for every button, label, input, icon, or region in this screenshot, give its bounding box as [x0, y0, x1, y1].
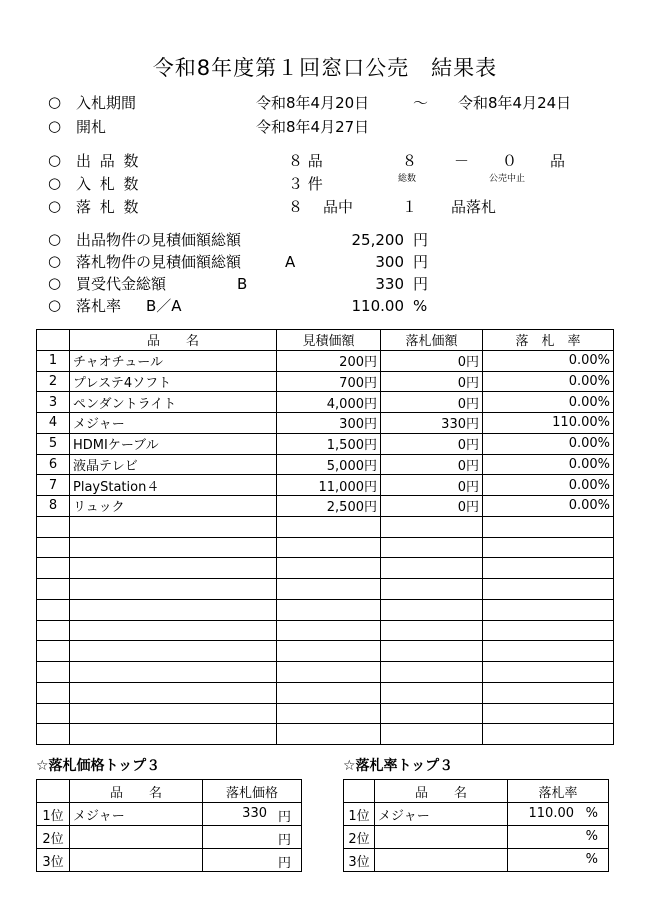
- empty-table-row: [37, 724, 614, 745]
- empty-cell: [37, 703, 70, 724]
- empty-cell: [70, 724, 277, 745]
- sold-count: １: [402, 198, 418, 216]
- item-name: [70, 849, 203, 872]
- empty-cell: [381, 724, 483, 745]
- circle-bullet-icon: ○: [48, 197, 62, 215]
- empty-cell: [483, 641, 614, 662]
- empty-cell: [483, 682, 614, 703]
- empty-cell: [70, 516, 277, 537]
- empty-cell: [277, 641, 381, 662]
- estimated-price: 300円: [277, 413, 381, 434]
- table-row: [37, 849, 302, 872]
- estimated-price: 1,500円: [277, 433, 381, 454]
- circle-bullet-icon: ○: [48, 230, 62, 248]
- empty-cell: [381, 579, 483, 600]
- row-number: 5: [37, 433, 70, 454]
- items-label: 出 品 数: [76, 152, 141, 170]
- winning-bid: 330円: [381, 413, 483, 434]
- empty-cell: [70, 579, 277, 600]
- table-row: [37, 496, 614, 517]
- winning-bid: 0円: [381, 433, 483, 454]
- empty-table-row: [37, 703, 614, 724]
- sold-mid: 品中: [323, 198, 354, 216]
- circle-bullet-icon: ○: [48, 93, 62, 111]
- header-rate: 落札率: [508, 780, 609, 803]
- header-bid: 落札価額: [381, 330, 483, 351]
- empty-cell: [381, 703, 483, 724]
- item-name: リュック: [70, 496, 277, 517]
- empty-cell: [37, 724, 70, 745]
- empty-table-row: [37, 599, 614, 620]
- empty-table-row: [37, 579, 614, 600]
- row-number: 1: [37, 350, 70, 371]
- empty-table-row: [37, 641, 614, 662]
- sold-est-value: 300: [375, 253, 404, 271]
- estimated-price: 5,000円: [277, 454, 381, 475]
- item-name: ペンダントライト: [70, 392, 277, 413]
- row-number: 8: [37, 496, 70, 517]
- estimated-price: 700円: [277, 371, 381, 392]
- item-name: メジャー: [70, 803, 203, 826]
- value-cell: [508, 826, 609, 849]
- empty-cell: [37, 682, 70, 703]
- table-row: [344, 803, 609, 826]
- row-number: 4: [37, 413, 70, 434]
- empty-table-row: [37, 558, 614, 579]
- est-total-label: 出品物件の見積価額総額: [76, 231, 242, 249]
- empty-cell: [37, 537, 70, 558]
- empty-cell: [381, 599, 483, 620]
- value-unit: 円: [277, 810, 291, 825]
- items-dash: －: [454, 152, 470, 170]
- table-row: [37, 371, 614, 392]
- bids-label: 入 札 数: [76, 175, 141, 193]
- empty-cell: [483, 537, 614, 558]
- rank-label: 3位: [344, 849, 375, 872]
- value-cell: [203, 826, 302, 849]
- sold-label: 落 札 数: [76, 198, 141, 216]
- table-row: [37, 433, 614, 454]
- value-number: 330: [242, 806, 267, 821]
- estimated-price: 4,000円: [277, 392, 381, 413]
- purchase-label: 買受代金総額: [76, 275, 167, 293]
- top-price-table: [36, 779, 302, 872]
- empty-cell: [483, 724, 614, 745]
- empty-cell: [381, 662, 483, 683]
- empty-table-row: [37, 662, 614, 683]
- purchase-value: 330: [375, 275, 404, 293]
- table-row: [37, 413, 614, 434]
- table-row: [37, 475, 614, 496]
- empty-cell: [37, 599, 70, 620]
- item-name: 液晶テレビ: [70, 454, 277, 475]
- empty-cell: [381, 516, 483, 537]
- empty-cell: [483, 516, 614, 537]
- sold-total: ８: [288, 198, 304, 216]
- table-row: [344, 849, 609, 872]
- results-table: [36, 329, 614, 745]
- empty-cell: [381, 620, 483, 641]
- empty-cell: [277, 703, 381, 724]
- items-cancelled: ０: [502, 152, 518, 170]
- opening-date: 令和8年4月27日: [256, 118, 370, 136]
- purchase-letter: B: [237, 275, 248, 293]
- sold-est-unit: 円: [413, 253, 429, 271]
- est-total-value: 25,200: [351, 231, 404, 249]
- item-name: [375, 826, 508, 849]
- sold-unit: 品落札: [451, 198, 497, 216]
- bids-count: ３ 件: [288, 175, 323, 193]
- rate-label: 落札率: [76, 297, 122, 315]
- empty-cell: [483, 579, 614, 600]
- empty-cell: [277, 620, 381, 641]
- bid-period-start: 令和8年4月20日: [256, 94, 370, 112]
- bid-rate: 0.00%: [483, 350, 614, 371]
- purchase-unit: 円: [413, 275, 429, 293]
- empty-cell: [277, 724, 381, 745]
- table-row: [37, 454, 614, 475]
- items-total: ８: [402, 152, 418, 170]
- empty-cell: [277, 599, 381, 620]
- empty-table-row: [37, 620, 614, 641]
- value-number: 110.00: [528, 806, 574, 821]
- empty-cell: [70, 620, 277, 641]
- winning-bid: 0円: [381, 496, 483, 517]
- top-rate-title: ☆落札率トップ３: [343, 758, 454, 774]
- header-price: 落札価格: [203, 780, 302, 803]
- empty-cell: [277, 662, 381, 683]
- item-name: [70, 826, 203, 849]
- value-unit: 円: [277, 833, 291, 848]
- empty-cell: [37, 579, 70, 600]
- value-cell: [508, 849, 609, 872]
- rank-label: 2位: [344, 826, 375, 849]
- bid-rate: 0.00%: [483, 433, 614, 454]
- empty-cell: [483, 620, 614, 641]
- empty-table-row: [37, 537, 614, 558]
- value-unit: %: [585, 829, 598, 844]
- items-unit: 品: [550, 152, 566, 170]
- empty-cell: [277, 558, 381, 579]
- bid-rate: 110.00%: [483, 413, 614, 434]
- empty-cell: [70, 703, 277, 724]
- winning-bid: 0円: [381, 475, 483, 496]
- row-number: 7: [37, 475, 70, 496]
- winning-bid: 0円: [381, 392, 483, 413]
- empty-cell: [277, 579, 381, 600]
- item-name: [375, 849, 508, 872]
- empty-cell: [70, 537, 277, 558]
- empty-cell: [37, 558, 70, 579]
- table-row: [37, 803, 302, 826]
- estimated-price: 2,500円: [277, 496, 381, 517]
- empty-cell: [70, 641, 277, 662]
- rank-label: 3位: [37, 849, 70, 872]
- top-price-title: ☆落札価格トップ３: [36, 758, 161, 774]
- bid-period-label: 入札期間: [76, 94, 137, 112]
- sold-est-label: 落札物件の見積価額総額: [76, 253, 242, 271]
- opening-label: 開札: [76, 118, 107, 136]
- empty-cell: [37, 662, 70, 683]
- row-number: 3: [37, 392, 70, 413]
- sold-est-letter: A: [285, 253, 296, 271]
- item-name: PlayStation４: [70, 475, 277, 496]
- row-number: 6: [37, 454, 70, 475]
- header-rate: 落 札 率: [483, 330, 614, 351]
- empty-cell: [70, 682, 277, 703]
- table-row: [344, 826, 609, 849]
- header-no: [37, 330, 70, 351]
- empty-cell: [277, 537, 381, 558]
- item-name: チャオチュール: [70, 350, 277, 371]
- table-header-row: [37, 780, 302, 803]
- rate-formula: B／A: [146, 297, 182, 315]
- item-name: プレステ4ソフト: [70, 371, 277, 392]
- header-rank: [37, 780, 70, 803]
- est-total-unit: 円: [413, 231, 429, 249]
- empty-cell: [381, 641, 483, 662]
- circle-bullet-icon: ○: [48, 151, 62, 169]
- empty-cell: [37, 620, 70, 641]
- rank-label: 2位: [37, 826, 70, 849]
- value-unit: %: [585, 806, 598, 821]
- circle-bullet-icon: ○: [48, 274, 62, 292]
- bid-period-separator: ～: [413, 94, 429, 112]
- bid-period-end: 令和8年4月24日: [458, 94, 572, 112]
- table-header-row: [344, 780, 609, 803]
- empty-cell: [483, 558, 614, 579]
- empty-table-row: [37, 682, 614, 703]
- rank-label: 1位: [37, 803, 70, 826]
- bid-rate: 0.00%: [483, 392, 614, 413]
- winning-bid: 0円: [381, 454, 483, 475]
- value-cell: [203, 849, 302, 872]
- value-unit: %: [585, 852, 598, 867]
- header-rank: [344, 780, 375, 803]
- table-row: [37, 392, 614, 413]
- bid-rate: 0.00%: [483, 454, 614, 475]
- circle-bullet-icon: ○: [48, 296, 62, 314]
- table-header-row: [37, 330, 614, 351]
- value-cell: [203, 803, 302, 826]
- circle-bullet-icon: ○: [48, 117, 62, 135]
- top-rate-table: [343, 779, 609, 872]
- page-title: 令和8年度第１回窓口公売 結果表: [152, 56, 498, 80]
- item-name: メジャー: [375, 803, 508, 826]
- empty-cell: [277, 516, 381, 537]
- table-row: [37, 826, 302, 849]
- header-name: 品 名: [70, 330, 277, 351]
- winning-bid: 0円: [381, 350, 483, 371]
- empty-cell: [37, 641, 70, 662]
- empty-cell: [70, 662, 277, 683]
- bid-rate: 0.00%: [483, 496, 614, 517]
- empty-cell: [277, 682, 381, 703]
- rate-value: 110.00: [351, 297, 404, 315]
- empty-cell: [483, 703, 614, 724]
- header-name: 品 名: [70, 780, 203, 803]
- items-count: ８ 品: [288, 152, 323, 170]
- header-est: 見積価額: [277, 330, 381, 351]
- circle-bullet-icon: ○: [48, 174, 62, 192]
- empty-table-row: [37, 516, 614, 537]
- empty-cell: [381, 558, 483, 579]
- winning-bid: 0円: [381, 371, 483, 392]
- rate-unit: %: [413, 297, 428, 315]
- empty-cell: [70, 558, 277, 579]
- bid-rate: 0.00%: [483, 475, 614, 496]
- row-number: 2: [37, 371, 70, 392]
- estimated-price: 11,000円: [277, 475, 381, 496]
- empty-cell: [381, 682, 483, 703]
- empty-cell: [70, 599, 277, 620]
- empty-cell: [483, 662, 614, 683]
- bid-rate: 0.00%: [483, 371, 614, 392]
- value-unit: 円: [277, 856, 291, 871]
- header-name: 品 名: [375, 780, 508, 803]
- empty-cell: [37, 516, 70, 537]
- items-note-total: 総数: [398, 174, 417, 184]
- estimated-price: 200円: [277, 350, 381, 371]
- rank-label: 1位: [344, 803, 375, 826]
- items-note-cancelled: 公売中止: [489, 174, 526, 184]
- item-name: HDMIケーブル: [70, 433, 277, 454]
- table-row: [37, 350, 614, 371]
- value-cell: [508, 803, 609, 826]
- empty-cell: [381, 537, 483, 558]
- circle-bullet-icon: ○: [48, 252, 62, 270]
- empty-cell: [483, 599, 614, 620]
- item-name: メジャー: [70, 413, 277, 434]
